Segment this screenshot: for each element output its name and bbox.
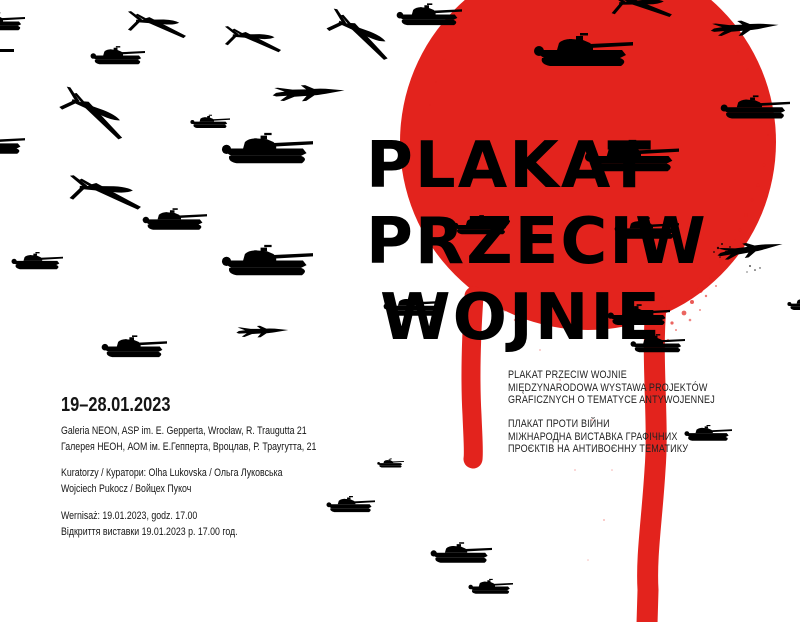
drone-icon bbox=[68, 175, 142, 210]
curators-line-1: Kuratorzy / Куратори: Olha Lukovska / Ольга Луковська bbox=[61, 467, 283, 479]
venue-line-ua: Галерея НЕОН, АОМ ім. Е.Гепперта, Вроцлав, Р. Траугутта, 21 bbox=[61, 440, 317, 453]
opening-line-ua: Відкриття виставки 19.01.2023 р. 17.00 год. bbox=[61, 525, 238, 538]
tank-barrel-fragment bbox=[0, 49, 14, 52]
tank-icon bbox=[684, 425, 732, 441]
tank-icon bbox=[0, 132, 25, 153]
tank-icon bbox=[431, 542, 492, 562]
exhibition-dates: 19–28.01.2023 bbox=[61, 394, 171, 416]
tank-icon bbox=[222, 133, 313, 163]
drone-icon bbox=[224, 26, 282, 52]
description-pl-line-3: GRAFICZNYCH O TEMATYCE ANTYWOJENNEJ bbox=[508, 394, 715, 407]
description-ua-line-1: ПЛАКАТ ПРОТИ ВІЙНИ bbox=[508, 418, 610, 430]
description-ua bbox=[508, 418, 688, 456]
description-pl-line-2: MIĘDZYNARODOWA WYSTAWA PROJEKTÓW bbox=[508, 381, 708, 394]
tank-icon bbox=[190, 115, 230, 128]
description-pl-line-1: PLAKAT PRZECIW WOJNIE bbox=[508, 369, 627, 381]
curators-line-2: Wojciech Pukocz / Войцех Пукоч bbox=[61, 482, 192, 495]
tank-icon bbox=[12, 252, 63, 269]
tank-icon bbox=[468, 579, 513, 594]
title-line-1: PLAKAT bbox=[366, 129, 654, 203]
title-line-2: PRZECIW bbox=[366, 205, 708, 279]
fighter-jet-icon bbox=[236, 324, 289, 338]
venue-block bbox=[61, 424, 316, 455]
curators-block bbox=[61, 466, 283, 497]
tank-icon bbox=[377, 459, 404, 468]
tank-icon bbox=[787, 297, 800, 310]
venue-line-pl: Galeria NEON, ASP im. E. Gepperta, Wrocław, R. Traugutta 21 bbox=[61, 425, 307, 437]
tank-icon bbox=[91, 46, 145, 64]
drone-icon bbox=[56, 86, 133, 140]
opening-line-pl: Wernisaż: 19.01.2023, godz. 17.00 bbox=[61, 510, 198, 522]
tank-icon bbox=[143, 208, 207, 229]
poster-title bbox=[366, 128, 708, 356]
drone-icon bbox=[323, 8, 398, 61]
drone-icon bbox=[127, 11, 187, 38]
opening-block bbox=[61, 509, 238, 540]
description-pl bbox=[508, 369, 715, 407]
fighter-jet-icon bbox=[272, 82, 345, 103]
description-ua-line-3: ПРОЄКТІВ НА АНТИВОЄННУ ТЕМАТИКУ bbox=[508, 443, 689, 456]
tank-icon bbox=[0, 12, 25, 30]
title-line-3: WOJNIE bbox=[380, 281, 662, 355]
description-ua-line-2: МІЖНАРОДНА ВИСТАВКА ГРАФІЧНИХ bbox=[508, 430, 678, 443]
tank-icon bbox=[222, 245, 313, 275]
tank-icon bbox=[326, 496, 375, 512]
tank-icon bbox=[102, 335, 167, 357]
